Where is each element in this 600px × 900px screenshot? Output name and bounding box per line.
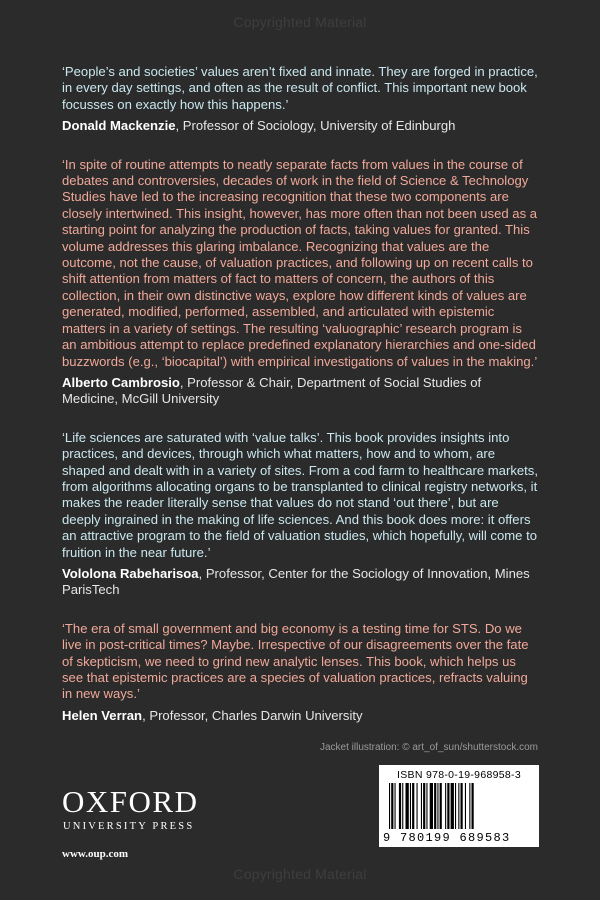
barcode-bar [395, 783, 396, 829]
publisher-logo: OXFORD [62, 784, 199, 819]
endorsement-4 [62, 621, 540, 724]
barcode-bar [430, 783, 433, 829]
barcode-bar [421, 783, 422, 829]
barcode-bar [465, 783, 466, 829]
barcode-bar [426, 783, 427, 829]
quote-attribution [62, 566, 540, 599]
author-name: Donald Mackenzie [62, 118, 176, 134]
author-name: Alberto Cambrosio [62, 374, 180, 390]
quote-attribution [62, 708, 540, 724]
barcode-bar [455, 783, 456, 829]
barcode-bar [445, 783, 446, 829]
watermark-bottom: Copyrighted Material [233, 866, 367, 882]
quote-attribution [62, 118, 540, 134]
author-role: , Professor of Sociology, University of Edinburgh [175, 118, 456, 134]
barcode-bar [406, 783, 409, 829]
author-name: Helen Verran [62, 707, 143, 723]
isbn-number: ISBN 978-0-19-968958-3 [397, 769, 521, 781]
barcode-bar [402, 783, 403, 829]
quote-text: ‘Life sciences are saturated with ‘value talks’. This book provides insights into practices, and devices, through which what matters, how and to whom, are shaped and dealt with in a variety of sites. From a cod farm to healthcare markets, from algorithms allocating organs to be transplanted to clinical registry networks, it makes the reader literally sense that values do not stand ‘out there’, but are deeply ingrained in the making of life sciences. And this book does more: it offers an attractive program to the field of valuation studies, which hopefully, will come to fruition in the near future.’ [62, 429, 538, 560]
barcode-bar [389, 783, 390, 829]
author-role: , Professor & Chair, Department of Social Studies of Medicine, McGill University [62, 374, 482, 407]
barcode-bar [458, 783, 459, 829]
isbn-barcode [379, 765, 539, 847]
jacket-credit: Jacket illustration: © art_of_sun/shutterstock.com [319, 742, 538, 753]
barcode-bar [412, 783, 414, 829]
publisher-website: www.oup.com [62, 848, 129, 860]
quote-text: ‘In spite of routine attempts to neatly separate facts from values in the course of debates and controversies, decades of work in the field of Science & Technology Studies have led to the increasing recognition that these two components are closely intertwined. This insight, however, has more often than not been used as a starting point for analyzing the production of facts, taking values for granted. This volume addresses this glaring imbalance. Recognizing that values are the outcome, not the cause, of valuation practices, and following up on recent calls to shift attention from matters of fact to matters of concern, the authors of this collection, in their own distinctive ways, explore how different kinds of values are generated, modified, performed, assembled, and articulated with epistemic matters in a variety of settings. The resulting ‘valuographic’ research program is an ambitious attempt to replace predefined explanatory hierarchies and one-sided buzzwords (e.g., ‘biocapital’) with empirical investigations of values in the making.’ [62, 156, 538, 369]
endorsements [62, 64, 540, 746]
watermark-top: Copyrighted Material [233, 14, 367, 30]
barcode-bar [472, 783, 474, 829]
barcode-bar [451, 783, 454, 829]
author-role: , Professor, Charles Darwin University [142, 707, 363, 723]
barcode-bar [461, 783, 463, 829]
barcode-bar [417, 783, 418, 829]
barcode-bar [440, 783, 442, 829]
quote-attribution [62, 375, 540, 408]
quote-text: ‘The era of small government and big economy is a testing time for STS. Do we live in post-critical times? Maybe. Irrespective of our disagreements over the fate of skepticism, we need to grind new analytic lenses. This book, which helps us see that epistemic practices are a species of valuation practices, refracts valuing in new ways.’ [62, 620, 529, 702]
publisher-press: UNIVERSITY PRESS [63, 821, 195, 832]
endorsement-3 [62, 430, 540, 599]
barcode-digits: 9 780199 689583 [383, 831, 511, 845]
barcode-bar [469, 783, 470, 829]
barcode-bar [434, 783, 436, 829]
barcode-graphic [387, 783, 531, 829]
barcode-bar [410, 783, 411, 829]
quote-text: ‘People’s and societies’ values aren’t fixed and innate. They are forged in practice, in every day settings, and often as the result of conflict. This important new book focusses on exactly how this happens.’ [62, 64, 538, 112]
barcode-bar [447, 783, 449, 829]
barcode-bar [423, 783, 425, 829]
author-name: Vololona Rabeharisoa [62, 565, 199, 581]
endorsement-2 [62, 157, 540, 408]
barcode-bar [399, 783, 401, 829]
barcode-bar [437, 783, 438, 829]
author-role: , Professor, Center for the Sociology of Innovation, Mines ParisTech [62, 565, 530, 598]
barcode-bar [391, 783, 393, 829]
endorsement-1 [62, 64, 540, 135]
